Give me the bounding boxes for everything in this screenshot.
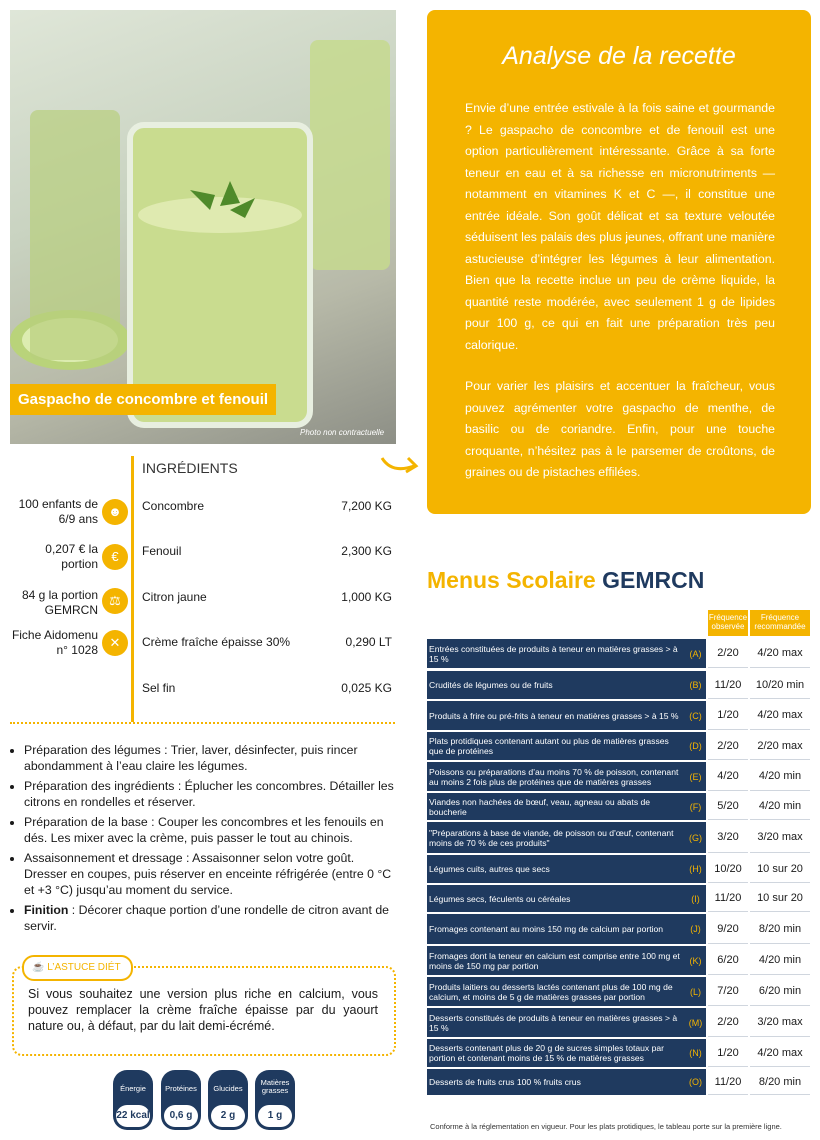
- ingredient-name: Concombre: [142, 499, 205, 513]
- col-observed: Fréquence observée: [708, 610, 748, 636]
- row-code: (E): [685, 762, 706, 791]
- step-title: Préparation de la base: [24, 815, 148, 829]
- row-recommended: 4/20 min: [750, 946, 810, 975]
- row-label: Légumes cuits, autres que secs: [427, 855, 685, 883]
- ingredient-qty: 0,025 KG: [341, 681, 392, 695]
- photo-note: Photo non contractuelle: [300, 428, 385, 437]
- row-label: "Préparations à base de viande, de poisson ou d'œuf, contenant moins de 70 % de ces produits": [427, 822, 685, 853]
- row-code: (J): [685, 914, 706, 944]
- nutrition-label: Glucides: [213, 1084, 243, 1093]
- row-observed: 2/20: [708, 639, 748, 668]
- row-observed: 3/20: [708, 822, 748, 853]
- nutrition-label: Énergie: [120, 1084, 146, 1093]
- row-recommended: 10/20 min: [750, 671, 810, 699]
- meta-portion: 84 g la portion GEMRCN: [21, 588, 98, 617]
- table-row: [427, 701, 810, 730]
- col-recommended: Fréquence recommandée: [750, 610, 810, 636]
- step-title: Préparation des ingrédients: [24, 779, 175, 793]
- row-recommended: 4/20 max: [750, 639, 810, 668]
- row-code: (I): [685, 885, 706, 912]
- ingredient-qty: 0,290 LT: [345, 635, 392, 649]
- row-label: Crudités de légumes ou de fruits: [427, 671, 685, 699]
- nutrition-proteins: [161, 1070, 201, 1130]
- table-row: [427, 946, 810, 975]
- row-code: (K): [685, 946, 706, 975]
- tip-text: Si vous souhaitez une version plus riche en calcium, vous pouvez remplacer la crème fraîche épaisse par du yaourt nature ou, à défaut, par du lait demi-écrémé.: [28, 987, 378, 1033]
- table-row: [427, 914, 810, 944]
- row-code: (D): [685, 732, 706, 760]
- analysis-box: [427, 10, 811, 514]
- menus-title-a: Menus Scolaire: [427, 567, 603, 593]
- analysis-title: Analyse de la recette: [502, 42, 736, 70]
- row-code: (H): [685, 855, 706, 883]
- nutrition-value: 1 g: [258, 1105, 292, 1127]
- weight-icon: ⚖: [102, 588, 128, 614]
- row-code: (A): [685, 639, 706, 668]
- ingredient-qty: 2,300 KG: [341, 544, 392, 558]
- row-recommended: 10 sur 20: [750, 885, 810, 912]
- ingredient-qty: 7,200 KG: [341, 499, 392, 513]
- step-text: : Assaisonner selon votre goût. Dresser en coupes, puis réserver en enceinte réfrigérée (entre 0 °C et +3 °C) jusqu’au moment du service.: [24, 851, 392, 897]
- menus-title: [427, 567, 704, 594]
- row-label: Poissons ou préparations d’au moins 70 % de poisson, contenant au moins 2 fois plus de protéines que de matières grasses: [427, 762, 685, 791]
- gaspacho-illustration: [10, 10, 396, 444]
- row-recommended: 8/20 min: [750, 914, 810, 944]
- row-label: Desserts contenant plus de 20 g de sucres simples totaux par portion et contenant moins de 15 % de matières grasses: [427, 1039, 685, 1067]
- meta-cost: 0,207 € la portion: [45, 542, 98, 571]
- row-code: (C): [685, 701, 706, 730]
- section-divider: [10, 722, 395, 724]
- tip-tag-label: L’ASTUCE DIÉT: [47, 962, 121, 973]
- row-code: (G): [685, 822, 706, 853]
- nutrition-energy: [113, 1070, 153, 1130]
- row-code: (M): [685, 1008, 706, 1037]
- step-title: Assaisonnement et dressage: [24, 851, 183, 865]
- table-row: [427, 639, 810, 668]
- row-observed: 7/20: [708, 977, 748, 1006]
- ingredients-divider: [131, 456, 134, 722]
- row-label: Fromages dont la teneur en calcium est comprise entre 100 mg et moins de 150 mg par portion: [427, 946, 685, 975]
- row-observed: 10/20: [708, 855, 748, 883]
- euro-icon: €: [102, 544, 128, 570]
- step-text: : Couper les concombres et les fenouils en dés. Les mixer avec la crème, puis passer le tout au chinois.: [24, 815, 384, 845]
- row-label: Desserts de fruits crus 100 % fruits crus: [427, 1069, 685, 1095]
- row-observed: 5/20: [708, 793, 748, 820]
- table-row: [427, 732, 810, 760]
- nutrition-value: 2 g: [211, 1105, 245, 1127]
- row-observed: 1/20: [708, 701, 748, 730]
- recipe-photo: [10, 10, 396, 444]
- table-row: [427, 855, 810, 883]
- step-text: : Éplucher les concombres. Détailler les citrons en rondelles et réserver.: [24, 779, 394, 809]
- ingredient-name: Sel fin: [142, 681, 176, 695]
- row-observed: 11/20: [708, 1069, 748, 1095]
- person-icon: ☻: [102, 499, 128, 525]
- table-row: [427, 885, 810, 912]
- row-recommended: 6/20 min: [750, 977, 810, 1006]
- ingredient-qty: 1,000 KG: [341, 590, 392, 604]
- table-row: [427, 762, 810, 791]
- row-observed: 6/20: [708, 946, 748, 975]
- table-row: [427, 1069, 810, 1095]
- ingredient-name: Fenouil: [142, 544, 182, 558]
- nutrition-fat: [255, 1070, 295, 1130]
- row-recommended: 4/20 max: [750, 701, 810, 730]
- table-row: [427, 977, 810, 1006]
- meta-servings: 100 enfants de 6/9 ans: [18, 497, 98, 526]
- row-code: (L): [685, 977, 706, 1006]
- step-text: : Décorer chaque portion d’une rondelle de citron avant de servir.: [24, 903, 389, 933]
- nutrition-label: Matières grasses: [260, 1078, 290, 1095]
- row-label: Produits laitiers ou desserts lactés contenant plus de 100 mg de calcium, et moins de 5 g de matières grasses par portion: [427, 977, 685, 1006]
- table-row: [427, 1008, 810, 1037]
- row-recommended: 4/20 min: [750, 793, 810, 820]
- tip-tag: [22, 955, 133, 981]
- row-recommended: 4/20 min: [750, 762, 810, 791]
- ingredient-row: [142, 499, 392, 513]
- arrow-icon: [378, 452, 422, 482]
- ingredients-title: INGRÉDIENTS: [142, 460, 238, 476]
- step-text: : Trier, laver, désinfecter, puis rincer abondamment à l’eau claire les légumes.: [24, 743, 358, 773]
- ingredient-name: Crème fraîche épaisse 30%: [142, 635, 291, 649]
- row-label: Viandes non hachées de bœuf, veau, agneau ou abats de boucherie: [427, 793, 685, 820]
- ingredient-name: Citron jaune: [142, 590, 207, 604]
- ingredient-row: [142, 590, 392, 604]
- row-code: (F): [685, 793, 706, 820]
- step-title: Finition: [24, 903, 69, 917]
- nutrition-value: 22 kcal: [116, 1105, 150, 1127]
- row-observed: 11/20: [708, 885, 748, 912]
- analysis-paragraph-2: Pour varier les plaisirs et accentuer la fraîcheur, vous pouvez agrémenter votre gaspacho de menthe, de basilic ou de coriandre. Enfin, pour une touche croquante, n’hésitez pas à le parsemer de croûtons, de graines ou de pistaches effilées.: [465, 379, 775, 479]
- row-observed: 2/20: [708, 1008, 748, 1037]
- step-title: Préparation des légumes: [24, 743, 161, 757]
- row-label: Légumes secs, féculents ou céréales: [427, 885, 685, 912]
- row-label: Fromages contenant au moins 150 mg de calcium par portion: [427, 914, 685, 944]
- row-observed: 4/20: [708, 762, 748, 791]
- row-label: Desserts constitués de produits à teneur en matières grasses > à 15 %: [427, 1008, 685, 1037]
- ingredient-row: [142, 544, 392, 558]
- cutlery-icon: ✕: [102, 630, 128, 656]
- row-recommended: 2/20 max: [750, 732, 810, 760]
- step-item: [24, 742, 394, 774]
- analysis-paragraph-1: Envie d’une entrée estivale à la fois saine et gourmande ? Le gaspacho de concombre et de fenouil est une option particulièrement intéressante. Grâce à sa forte teneur en eau et à sa richesse en micronutriments — notamment en vitamines K et C —, il constitue une entrée idéale. Son goût délicat et sa texture veloutée séduisent les palais des plus jeunes, offrant une manière astucieuse d’intégrer les légumes à leur alimentation. Bien que la recette inclue un peu de crème liquide, la quantité reste modérée, avec seulement 1 g de lipides pour 100 g, ce qui en fait une préparation très peu calorique.: [465, 101, 775, 352]
- chef-hat-icon: ☕: [32, 962, 45, 973]
- row-observed: 11/20: [708, 671, 748, 699]
- step-item: [24, 850, 394, 898]
- ingredient-row: [142, 635, 392, 649]
- nutrition-label: Protéines: [165, 1084, 197, 1093]
- ingredient-row: [142, 681, 392, 695]
- table-row: [427, 671, 810, 699]
- preparation-steps: [8, 742, 394, 938]
- row-recommended: 3/20 max: [750, 822, 810, 853]
- row-observed: 1/20: [708, 1039, 748, 1067]
- step-item: [24, 902, 394, 934]
- meta-aidomenu: Fiche Aidomenu n° 1028: [11, 628, 98, 657]
- row-label: Produits à frire ou pré-frits à teneur en matières grasses > à 15 %: [427, 701, 685, 730]
- row-code: (B): [685, 671, 706, 699]
- step-item: [24, 814, 394, 846]
- row-code: (O): [685, 1069, 706, 1095]
- table-footnote: Conforme à la réglementation en vigueur. Pour les plats protidiques, le tableau porte sur la première ligne.: [430, 1122, 782, 1131]
- row-label: Entrées constituées de produits à teneur en matières grasses > à 15 %: [427, 639, 685, 668]
- row-recommended: 8/20 min: [750, 1069, 810, 1095]
- row-recommended: 4/20 max: [750, 1039, 810, 1067]
- row-recommended: 3/20 max: [750, 1008, 810, 1037]
- menus-title-b: GEMRCN: [602, 567, 705, 593]
- table-row: [427, 822, 810, 853]
- table-row: [427, 1039, 810, 1067]
- step-item: [24, 778, 394, 810]
- nutrition-carbs: [208, 1070, 248, 1130]
- row-label: Plats protidiques contenant autant ou plus de matières grasses que de protéines: [427, 732, 685, 760]
- nutrition-value: 0,6 g: [164, 1105, 198, 1127]
- table-row: [427, 793, 810, 820]
- row-code: (N): [685, 1039, 706, 1067]
- recipe-title: Gaspacho de concombre et fenouil: [10, 384, 276, 415]
- row-observed: 2/20: [708, 732, 748, 760]
- row-observed: 9/20: [708, 914, 748, 944]
- row-recommended: 10 sur 20: [750, 855, 810, 883]
